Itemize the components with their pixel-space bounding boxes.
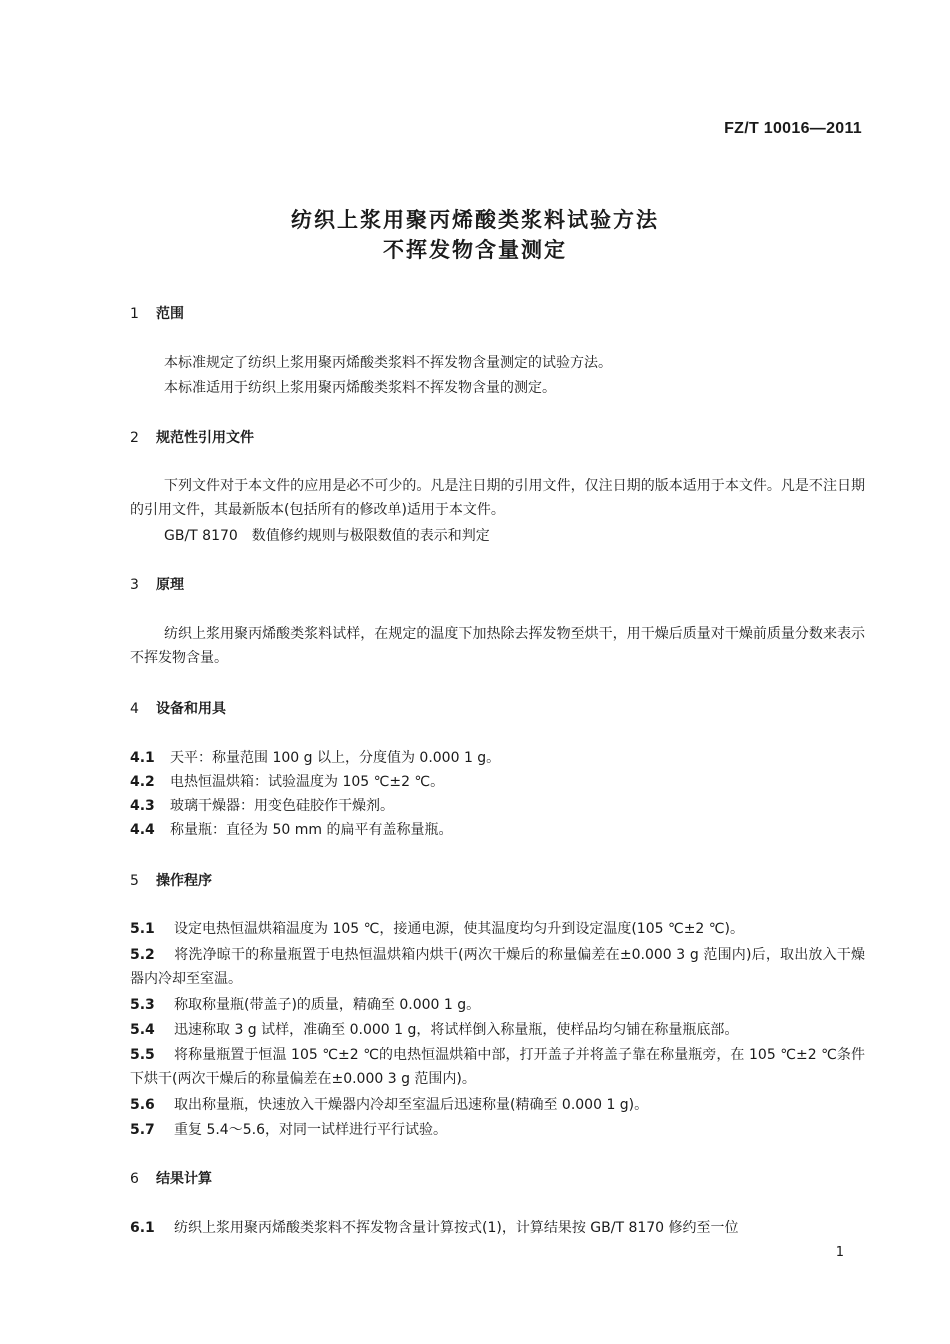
item-number: 5.3 <box>130 997 155 1013</box>
standard-code: FZ/T 10016—2011 <box>724 120 862 137</box>
normative-reference-gbt-8170: GB/T 8170 数值修约规则与极限数值的表示和判定 <box>164 528 490 544</box>
equipment-item <box>130 746 865 770</box>
item-text: 重复 5.4～5.6，对同一试样进行平行试验。 <box>174 1122 447 1138</box>
item-number: 5.7 <box>130 1122 155 1138</box>
procedure-item <box>130 943 865 991</box>
procedure-item <box>130 1093 865 1117</box>
item-number: 4.4 <box>130 822 155 838</box>
equipment-item <box>130 770 865 794</box>
procedure-item <box>130 1118 865 1142</box>
section-1-paragraph-2: 本标准适用于纺织上浆用聚丙烯酸类浆料不挥发物含量的测定。 <box>164 380 556 396</box>
section-1-heading <box>130 303 184 323</box>
section-1-paragraph-1: 本标准规定了纺织上浆用聚丙烯酸类浆料不挥发物含量测定的试验方法。 <box>164 355 612 371</box>
section-3-paragraph: 纺织上浆用聚丙烯酸类浆料试样，在规定的温度下加热除去挥发物至烘干，用干燥后质量对干燥前质量分数来表示不挥发物含量。 <box>130 626 865 666</box>
procedure-item <box>130 1043 865 1091</box>
section-6-number: 6 <box>130 1171 139 1187</box>
item-text: 电热恒温烘箱：试验温度为 105 ℃±2 ℃。 <box>170 774 445 790</box>
item-text: 称取称量瓶(带盖子)的质量，精确至 0.000 1 g。 <box>174 997 481 1013</box>
equipment-item <box>130 818 865 842</box>
item-text: 将洗净晾干的称量瓶置于电热恒温烘箱内烘干(两次干燥后的称量偏差在±0.000 3 g 范围内)后，取出放入干燥器内冷却至室温。 <box>130 947 865 987</box>
item-text: 取出称量瓶，快速放入干燥器内冷却至室温后迅速称量(精确至 0.000 1 g)。 <box>174 1097 649 1113</box>
item-number: 4.1 <box>130 750 155 766</box>
item-number: 5.5 <box>130 1047 155 1063</box>
section-2-paragraph: 下列文件对于本文件的应用是必不可少的。凡是注日期的引用文件，仅注日期的版本适用于本文件。凡是不注日期的引用文件，其最新版本(包括所有的修改单)适用于本文件。 <box>130 478 865 518</box>
document-title-line-2: 不挥发物含量测定 <box>383 238 567 262</box>
item-number: 5.1 <box>130 921 155 937</box>
procedure-item <box>130 993 865 1017</box>
section-4-heading <box>130 698 226 718</box>
section-2-heading <box>130 427 254 447</box>
procedure-item <box>130 917 865 941</box>
section-3-title: 原理 <box>156 577 184 593</box>
item-text: 玻璃干燥器：用变色硅胶作干燥剂。 <box>170 798 394 814</box>
item-text: 设定电热恒温烘箱温度为 105 ℃，接通电源，使其温度均匀升到设定温度(105 ℃±2 ℃)。 <box>174 921 744 937</box>
item-text: 称量瓶：直径为 50 mm 的扁平有盖称量瓶。 <box>170 822 453 838</box>
section-2-title: 规范性引用文件 <box>156 430 254 446</box>
section-6-title: 结果计算 <box>156 1171 212 1187</box>
item-number: 5.4 <box>130 1022 155 1038</box>
item-number: 4.3 <box>130 798 155 814</box>
section-5-number: 5 <box>130 873 139 889</box>
section-2-number: 2 <box>130 430 139 446</box>
item-number: 6.1 <box>130 1220 155 1236</box>
calculation-item <box>130 1216 865 1240</box>
section-3-number: 3 <box>130 577 139 593</box>
item-number: 5.6 <box>130 1097 155 1113</box>
page-number: 1 <box>835 1245 844 1260</box>
procedure-item <box>130 1018 865 1042</box>
item-text: 纺织上浆用聚丙烯酸类浆料不挥发物含量计算按式(1)，计算结果按 GB/T 8170 修约至一位 <box>174 1220 739 1236</box>
section-1-number: 1 <box>130 306 139 322</box>
item-number: 5.2 <box>130 947 155 963</box>
section-5-heading <box>130 870 212 890</box>
section-1-title: 范围 <box>156 306 184 322</box>
section-4-title: 设备和用具 <box>156 701 226 717</box>
document-title-line-1: 纺织上浆用聚丙烯酸类浆料试验方法 <box>291 208 659 232</box>
section-6-heading <box>130 1168 212 1188</box>
section-4-number: 4 <box>130 701 139 717</box>
item-number: 4.2 <box>130 774 155 790</box>
item-text: 天平：称量范围 100 g 以上，分度值为 0.000 1 g。 <box>170 750 501 766</box>
item-text: 将称量瓶置于恒温 105 ℃±2 ℃的电热恒温烘箱中部，打开盖子并将盖子靠在称量瓶旁，在 105 ℃±2 ℃条件下烘干(两次干燥后的称量偏差在±0.000 3 g 范围内)。 <box>130 1047 865 1087</box>
section-3-heading <box>130 574 184 594</box>
equipment-item <box>130 794 865 818</box>
item-text: 迅速称取 3 g 试样，准确至 0.000 1 g，将试样倒入称量瓶，使样品均匀铺在称量瓶底部。 <box>174 1022 739 1038</box>
section-5-title: 操作程序 <box>156 873 212 889</box>
